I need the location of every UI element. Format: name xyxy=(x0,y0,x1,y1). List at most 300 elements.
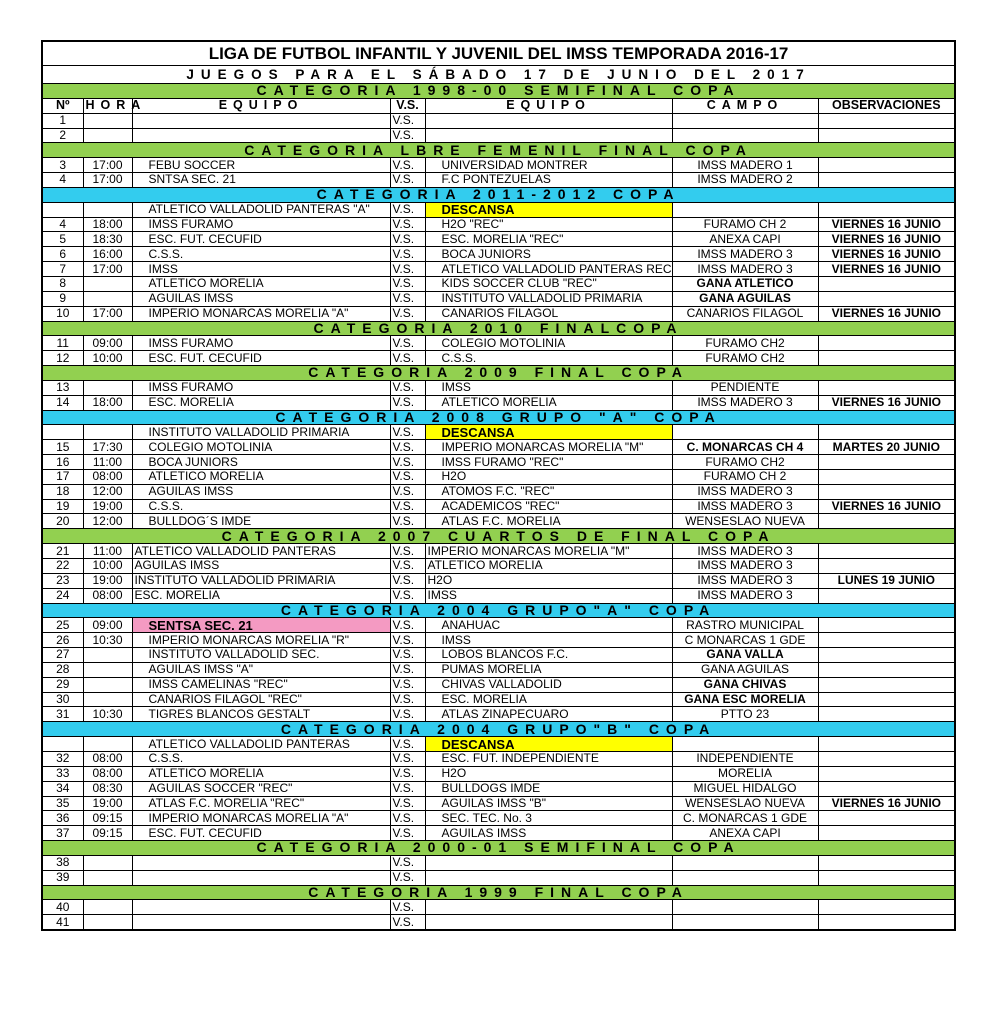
away-team: DESCANSA xyxy=(425,425,672,440)
away-team xyxy=(425,900,672,915)
match-row xyxy=(42,677,955,692)
match-time: 19:00 xyxy=(83,499,132,514)
vs-label: V.S. xyxy=(390,499,425,514)
away-team: ESC. FUT. INDEPENDIENTE xyxy=(425,751,672,766)
field-name: GANA ESC MORELIA xyxy=(672,692,818,707)
category-label: CATEGORIA 2008 GRUPO "A" COPA xyxy=(42,410,955,425)
sheet-title: LIGA DE FUTBOL INFANTIL Y JUVENIL DEL IMSS TEMPORADA 2016-17 xyxy=(42,41,955,66)
match-number xyxy=(42,737,83,752)
match-time: 11:00 xyxy=(83,455,132,470)
match-row xyxy=(42,855,955,870)
away-team xyxy=(425,915,672,930)
match-row xyxy=(42,455,955,470)
away-team: PUMAS MORELIA xyxy=(425,662,672,677)
home-team: ATLETICO VALLADOLID PANTERAS "A" xyxy=(132,202,390,217)
away-team: DESCANSA xyxy=(425,202,672,217)
match-row xyxy=(42,811,955,826)
match-number: 31 xyxy=(42,707,83,722)
match-time xyxy=(83,870,132,885)
away-team: DESCANSA xyxy=(425,737,672,752)
match-time xyxy=(83,915,132,930)
vs-label: V.S. xyxy=(390,455,425,470)
match-row xyxy=(42,826,955,841)
match-row xyxy=(42,380,955,395)
away-team: AGUILAS IMSS "B" xyxy=(425,796,672,811)
away-team xyxy=(425,870,672,885)
match-time xyxy=(83,425,132,440)
match-number: 40 xyxy=(42,900,83,915)
home-team: IMPERIO MONARCAS MORELIA "A" xyxy=(132,811,390,826)
match-time: 09:15 xyxy=(83,811,132,826)
away-team: COLEGIO MOTOLINIA xyxy=(425,336,672,351)
vs-label: V.S. xyxy=(390,262,425,277)
home-team: AGUILAS IMSS xyxy=(132,484,390,499)
field-name: GANA ATLETICO xyxy=(672,276,818,291)
vs-label: V.S. xyxy=(390,796,425,811)
vs-label: V.S. xyxy=(390,707,425,722)
match-number: 33 xyxy=(42,766,83,781)
home-team: BULLDOG´S IMDE xyxy=(132,514,390,529)
away-team: ATOMOS F.C. "REC" xyxy=(425,484,672,499)
header-row xyxy=(42,98,955,113)
observation xyxy=(818,677,955,692)
field-name: WENSESLAO NUEVA xyxy=(672,796,818,811)
match-time: 09:00 xyxy=(83,618,132,633)
observation xyxy=(818,826,955,841)
match-row xyxy=(42,751,955,766)
category-label: CATEGORIA 2011-2012 COPA xyxy=(42,187,955,202)
vs-label: V.S. xyxy=(390,173,425,188)
vs-label: V.S. xyxy=(390,811,425,826)
field-name: GANA CHIVAS xyxy=(672,677,818,692)
vs-label: V.S. xyxy=(390,737,425,752)
vs-label: V.S. xyxy=(390,217,425,232)
home-team: ESC. FUT. CECUFID xyxy=(132,826,390,841)
match-time: 08:30 xyxy=(83,781,132,796)
match-time xyxy=(83,113,132,128)
vs-label: V.S. xyxy=(390,855,425,870)
away-team: ACADEMICOS "REC" xyxy=(425,499,672,514)
home-team xyxy=(132,855,390,870)
field-name: IMSS MADERO 2 xyxy=(672,173,818,188)
vs-label: V.S. xyxy=(390,559,425,574)
category-row xyxy=(42,143,955,158)
match-time: 17:00 xyxy=(83,262,132,277)
observation: LUNES 19 JUNIO xyxy=(818,573,955,588)
vs-label: V.S. xyxy=(390,128,425,143)
home-team: IMPERIO MONARCAS MORELIA "R" xyxy=(132,633,390,648)
away-team: CHIVAS VALLADOLID xyxy=(425,677,672,692)
match-time: 11:00 xyxy=(83,544,132,559)
home-team xyxy=(132,900,390,915)
vs-label: V.S. xyxy=(390,484,425,499)
away-team: IMPERIO MONARCAS MORELIA "M" xyxy=(425,544,672,559)
match-time xyxy=(83,648,132,663)
home-team: ATLETICO MORELIA xyxy=(132,469,390,484)
home-team: IMSS FURAMO xyxy=(132,336,390,351)
match-time xyxy=(83,380,132,395)
home-team: AGUILAS IMSS xyxy=(132,559,390,574)
category-label: CATEGORIA 2010 FINALCOPA xyxy=(42,321,955,336)
vs-label: V.S. xyxy=(390,677,425,692)
vs-label: V.S. xyxy=(390,395,425,410)
observation xyxy=(818,425,955,440)
category-label: CATEGORIA 2004 GRUPO"B" COPA xyxy=(42,722,955,737)
away-team: CANARIOS FILAGOL xyxy=(425,306,672,321)
observation xyxy=(818,870,955,885)
match-number: 28 xyxy=(42,662,83,677)
observation: MARTES 20 JUNIO xyxy=(818,440,955,455)
category-row xyxy=(42,84,955,99)
field-name: ANEXA CAPI xyxy=(672,826,818,841)
observation: VIERNES 16 JUNIO xyxy=(818,232,955,247)
match-row xyxy=(42,559,955,574)
match-number: 36 xyxy=(42,811,83,826)
category-label: CATEGORIA 2009 FINAL COPA xyxy=(42,366,955,381)
match-time: 08:00 xyxy=(83,469,132,484)
match-time: 17:30 xyxy=(83,440,132,455)
category-row xyxy=(42,841,955,856)
match-time: 08:00 xyxy=(83,766,132,781)
category-label: CATEGORIA 2000-01 SEMIFINAL COPA xyxy=(42,841,955,856)
match-row xyxy=(42,232,955,247)
field-name xyxy=(672,855,818,870)
match-row xyxy=(42,648,955,663)
observation xyxy=(818,915,955,930)
observation xyxy=(818,751,955,766)
vs-label: V.S. xyxy=(390,588,425,603)
match-row xyxy=(42,662,955,677)
vs-label: V.S. xyxy=(390,900,425,915)
observation xyxy=(818,811,955,826)
home-team: IMSS FURAMO xyxy=(132,217,390,232)
category-label: CATEGORIA 2004 GRUPO"A" COPA xyxy=(42,603,955,618)
vs-label: V.S. xyxy=(390,870,425,885)
vs-label: V.S. xyxy=(390,751,425,766)
observation xyxy=(818,291,955,306)
field-name: GANA VALLA xyxy=(672,648,818,663)
field-name xyxy=(672,113,818,128)
observation xyxy=(818,692,955,707)
match-row xyxy=(42,573,955,588)
header-campo: CAMPO xyxy=(672,98,818,113)
field-name: IMSS MADERO 3 xyxy=(672,499,818,514)
observation xyxy=(818,559,955,574)
field-name xyxy=(672,900,818,915)
field-name: C. MONARCAS 1 GDE xyxy=(672,811,818,826)
away-team: UNIVERSIDAD MONTRER xyxy=(425,158,672,173)
match-number: 7 xyxy=(42,262,83,277)
away-team: IMPERIO MONARCAS MORELIA "M" xyxy=(425,440,672,455)
match-number: 14 xyxy=(42,395,83,410)
away-team: AGUILAS IMSS xyxy=(425,826,672,841)
observation xyxy=(818,380,955,395)
away-team xyxy=(425,855,672,870)
vs-label: V.S. xyxy=(390,573,425,588)
observation xyxy=(818,662,955,677)
match-time: 09:00 xyxy=(83,336,132,351)
vs-label: V.S. xyxy=(390,648,425,663)
field-name: IMSS MADERO 3 xyxy=(672,573,818,588)
away-team: SEC. TEC. No. 3 xyxy=(425,811,672,826)
match-time: 17:00 xyxy=(83,173,132,188)
observation: VIERNES 16 JUNIO xyxy=(818,217,955,232)
home-team: ESC. MORELIA xyxy=(132,395,390,410)
vs-label: V.S. xyxy=(390,380,425,395)
home-team xyxy=(132,915,390,930)
match-time: 18:00 xyxy=(83,217,132,232)
field-name: PENDIENTE xyxy=(672,380,818,395)
field-name: FURAMO CH 2 xyxy=(672,217,818,232)
home-team: ESC. FUT. CECUFID xyxy=(132,351,390,366)
away-team xyxy=(425,113,672,128)
home-team: TIGRES BLANCOS GESTALT xyxy=(132,707,390,722)
observation xyxy=(818,113,955,128)
match-number xyxy=(42,202,83,217)
vs-label: V.S. xyxy=(390,306,425,321)
sheet-subtitle: JUEGOS PARA EL SÁBADO 17 DE JUNIO DEL 2017 xyxy=(42,66,955,84)
home-team: ATLETICO VALLADOLID PANTERAS xyxy=(132,544,390,559)
match-time: 08:00 xyxy=(83,751,132,766)
home-team: ATLETICO MORELIA xyxy=(132,766,390,781)
away-team: H2O xyxy=(425,573,672,588)
match-number: 11 xyxy=(42,336,83,351)
match-time: 08:00 xyxy=(83,588,132,603)
header-hora: HORA xyxy=(83,98,132,113)
match-number: 20 xyxy=(42,514,83,529)
home-team: INSTITUTO VALLADOLID PRIMARIA xyxy=(132,425,390,440)
field-name xyxy=(672,425,818,440)
match-row xyxy=(42,618,955,633)
match-time: 12:00 xyxy=(83,514,132,529)
field-name: FURAMO CH 2 xyxy=(672,469,818,484)
away-team: INSTITUTO VALLADOLID PRIMARIA xyxy=(425,291,672,306)
match-number: 10 xyxy=(42,306,83,321)
match-number: 15 xyxy=(42,440,83,455)
match-row xyxy=(42,514,955,529)
vs-label: V.S. xyxy=(390,618,425,633)
match-row xyxy=(42,113,955,128)
match-row xyxy=(42,796,955,811)
match-number: 19 xyxy=(42,499,83,514)
home-team: COLEGIO MOTOLINIA xyxy=(132,440,390,455)
away-team: ATLAS F.C. MORELIA xyxy=(425,514,672,529)
header-equipo-2: EQUIPO xyxy=(425,98,672,113)
match-time xyxy=(83,128,132,143)
home-team: C.S.S. xyxy=(132,499,390,514)
vs-label: V.S. xyxy=(390,113,425,128)
category-row xyxy=(42,366,955,381)
match-time: 16:00 xyxy=(83,247,132,262)
away-team: IMSS xyxy=(425,633,672,648)
observation xyxy=(818,158,955,173)
field-name: IMSS MADERO 3 xyxy=(672,559,818,574)
vs-label: V.S. xyxy=(390,915,425,930)
field-name: FURAMO CH2 xyxy=(672,351,818,366)
match-row xyxy=(42,544,955,559)
observation xyxy=(818,351,955,366)
home-team: BOCA JUNIORS xyxy=(132,455,390,470)
match-time xyxy=(83,276,132,291)
home-team: AGUILAS SOCCER "REC" xyxy=(132,781,390,796)
observation xyxy=(818,855,955,870)
match-number: 30 xyxy=(42,692,83,707)
vs-label: V.S. xyxy=(390,662,425,677)
observation xyxy=(818,128,955,143)
match-number: 26 xyxy=(42,633,83,648)
match-row xyxy=(42,247,955,262)
category-row xyxy=(42,321,955,336)
match-row xyxy=(42,158,955,173)
home-team: AGUILAS IMSS xyxy=(132,291,390,306)
vs-label: V.S. xyxy=(390,276,425,291)
home-team: IMSS FURAMO xyxy=(132,380,390,395)
match-number: 4 xyxy=(42,173,83,188)
field-name: IMSS MADERO 3 xyxy=(672,262,818,277)
match-number: 38 xyxy=(42,855,83,870)
away-team: H2O "REC" xyxy=(425,217,672,232)
field-name: GANA AGUILAS xyxy=(672,662,818,677)
match-row xyxy=(42,484,955,499)
match-number: 6 xyxy=(42,247,83,262)
match-time: 09:15 xyxy=(83,826,132,841)
match-number: 2 xyxy=(42,128,83,143)
match-number: 37 xyxy=(42,826,83,841)
home-team: IMSS CAMELINAS "REC" xyxy=(132,677,390,692)
field-name: C MONARCAS 1 GDE xyxy=(672,633,818,648)
field-name: GANA AGUILAS xyxy=(672,291,818,306)
field-name: FURAMO CH2 xyxy=(672,455,818,470)
observation xyxy=(818,737,955,752)
vs-label: V.S. xyxy=(390,692,425,707)
vs-label: V.S. xyxy=(390,351,425,366)
away-team: H2O xyxy=(425,469,672,484)
observation xyxy=(818,544,955,559)
match-row xyxy=(42,692,955,707)
away-team: H2O xyxy=(425,766,672,781)
vs-label: V.S. xyxy=(390,514,425,529)
field-name: ANEXA CAPI xyxy=(672,232,818,247)
category-label: CATEGORIA 1999 FINAL COPA xyxy=(42,885,955,900)
observation xyxy=(818,648,955,663)
match-row xyxy=(42,276,955,291)
home-team: ESC. FUT. CECUFID xyxy=(132,232,390,247)
match-time xyxy=(83,291,132,306)
away-team: BULLDOGS IMDE xyxy=(425,781,672,796)
match-time xyxy=(83,662,132,677)
match-row xyxy=(42,781,955,796)
observation xyxy=(818,514,955,529)
observation xyxy=(818,336,955,351)
observation: VIERNES 16 JUNIO xyxy=(818,796,955,811)
match-number: 1 xyxy=(42,113,83,128)
field-name: CANARIOS FILAGOL xyxy=(672,306,818,321)
away-team: IMSS xyxy=(425,588,672,603)
away-team: C.S.S. xyxy=(425,351,672,366)
observation xyxy=(818,618,955,633)
category-label: CATEGORIA LBRE FEMENIL FINAL COPA xyxy=(42,143,955,158)
observation xyxy=(818,455,955,470)
match-number: 24 xyxy=(42,588,83,603)
match-number: 8 xyxy=(42,276,83,291)
observation xyxy=(818,900,955,915)
home-team: SENTSA SEC. 21 xyxy=(132,618,390,633)
home-team: ATLAS F.C. MORELIA "REC" xyxy=(132,796,390,811)
match-time: 19:00 xyxy=(83,796,132,811)
vs-label: V.S. xyxy=(390,247,425,262)
match-time xyxy=(83,202,132,217)
match-row xyxy=(42,395,955,410)
away-team: BOCA JUNIORS xyxy=(425,247,672,262)
category-row xyxy=(42,603,955,618)
match-row xyxy=(42,633,955,648)
header-equipo-1: EQUIPO xyxy=(132,98,390,113)
header-observaciones: OBSERVACIONES xyxy=(818,98,955,113)
match-row xyxy=(42,707,955,722)
observation xyxy=(818,469,955,484)
away-team: ATLETICO MORELIA xyxy=(425,559,672,574)
vs-label: V.S. xyxy=(390,336,425,351)
vs-label: V.S. xyxy=(390,544,425,559)
field-name: FURAMO CH2 xyxy=(672,336,818,351)
field-name xyxy=(672,915,818,930)
vs-label: V.S. xyxy=(390,633,425,648)
away-team: IMSS xyxy=(425,380,672,395)
category-row xyxy=(42,187,955,202)
field-name xyxy=(672,870,818,885)
vs-label: V.S. xyxy=(390,781,425,796)
match-time xyxy=(83,855,132,870)
schedule-table xyxy=(41,40,956,931)
match-number: 17 xyxy=(42,469,83,484)
match-number: 5 xyxy=(42,232,83,247)
match-number: 18 xyxy=(42,484,83,499)
match-number: 9 xyxy=(42,291,83,306)
away-team: KIDS SOCCER CLUB "REC" xyxy=(425,276,672,291)
observation xyxy=(818,707,955,722)
title-row xyxy=(42,41,955,66)
header-num: Nº xyxy=(42,98,83,113)
vs-label: V.S. xyxy=(390,766,425,781)
away-team: ATLAS ZINAPECUARO xyxy=(425,707,672,722)
vs-label: V.S. xyxy=(390,158,425,173)
field-name: C. MONARCAS CH 4 xyxy=(672,440,818,455)
match-row xyxy=(42,306,955,321)
vs-label: V.S. xyxy=(390,469,425,484)
home-team xyxy=(132,113,390,128)
match-number: 27 xyxy=(42,648,83,663)
observation: VIERNES 16 JUNIO xyxy=(818,247,955,262)
field-name: INDEPENDIENTE xyxy=(672,751,818,766)
match-number: 16 xyxy=(42,455,83,470)
subtitle-row xyxy=(42,66,955,84)
field-name xyxy=(672,128,818,143)
home-team: INSTITUTO VALLADOLID SEC. xyxy=(132,648,390,663)
vs-label: V.S. xyxy=(390,291,425,306)
match-number: 21 xyxy=(42,544,83,559)
match-number: 35 xyxy=(42,796,83,811)
match-time xyxy=(83,677,132,692)
observation xyxy=(818,588,955,603)
match-row xyxy=(42,737,955,752)
match-number: 34 xyxy=(42,781,83,796)
away-team: ESC. MORELIA "REC" xyxy=(425,232,672,247)
home-team: C.S.S. xyxy=(132,751,390,766)
observation: VIERNES 16 JUNIO xyxy=(818,306,955,321)
match-number: 12 xyxy=(42,351,83,366)
match-number: 32 xyxy=(42,751,83,766)
match-time: 10:30 xyxy=(83,633,132,648)
